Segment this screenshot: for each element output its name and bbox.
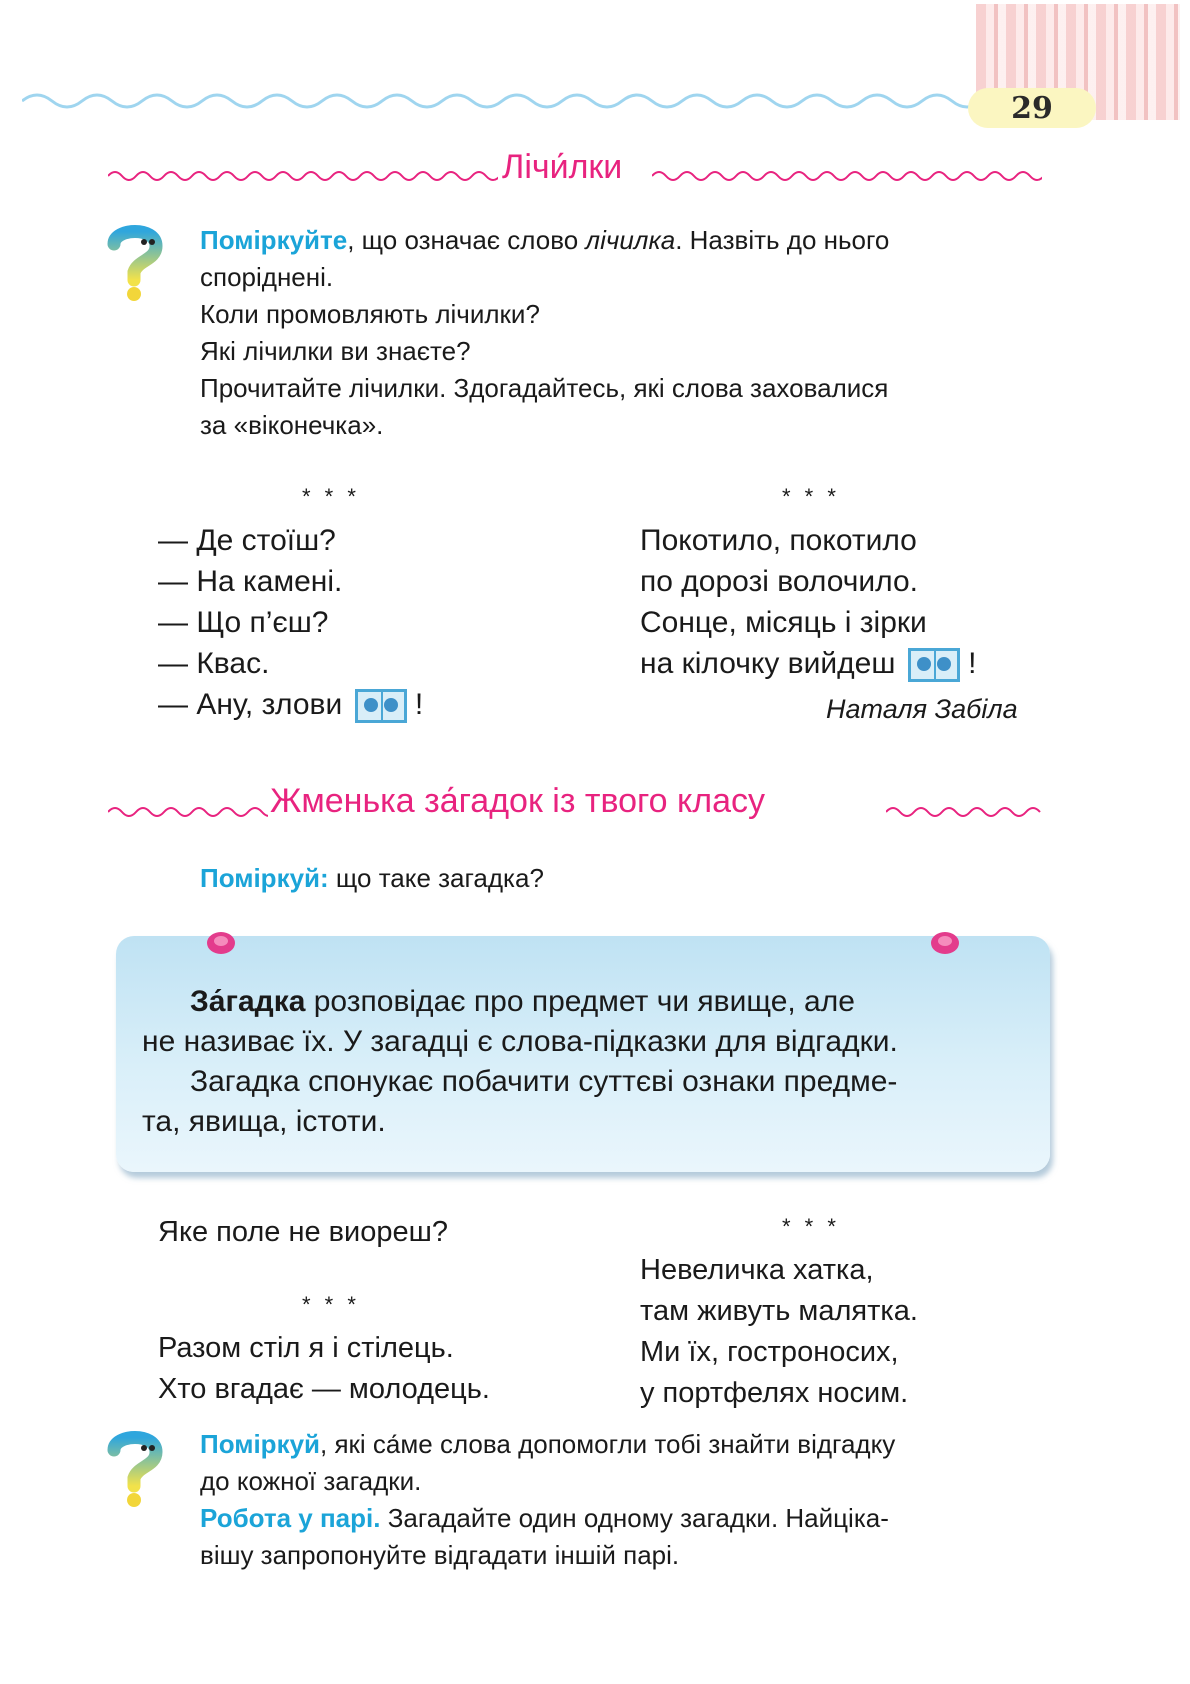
page-number: 29 [968, 88, 1096, 128]
task-line-1 [200, 1426, 1050, 1463]
question-text: , що означає слово [347, 225, 586, 255]
question-mark-icon [104, 1428, 166, 1508]
question-mark-icon [104, 222, 166, 302]
poem-right-line: на кілочку вийдеш [640, 647, 896, 680]
question-line-3: Коли промовляють лічилки? [200, 299, 540, 329]
riddle-2-stars: * * * [302, 1292, 360, 1317]
definition-line-3: Загадка спонукає побачити суттєві ознаки предме- [190, 1065, 898, 1098]
pin-flower-icon [930, 930, 960, 956]
poem-right-line: Покотило, покотило [640, 524, 917, 557]
question-line-4: Які лічилки ви знаєте? [200, 336, 471, 366]
poem-right [640, 520, 976, 684]
riddle-3-line: у портфелях носим. [640, 1377, 909, 1409]
poem-left-line-last [158, 684, 423, 725]
riddle-3-line: там живуть малятка. [640, 1295, 918, 1327]
riddle-3 [640, 1250, 918, 1414]
poem-right-stars: * * * [782, 484, 840, 509]
section-title-counting-rhymes: Лічи́лки [502, 148, 623, 186]
poem-right-line-last [640, 643, 976, 684]
definition-line-1 [142, 982, 1022, 1022]
riddle-1: Яке поле не виореш? [158, 1216, 449, 1248]
poem-left-line: — Квас. [158, 647, 270, 680]
task-lead-think: Поміркуй [200, 1429, 321, 1459]
window-icon [908, 648, 960, 682]
exclamation-mark: ! [414, 688, 424, 721]
poem-left-line: — Де стоїш? [158, 524, 336, 557]
question-word: лічилка [585, 225, 676, 255]
task-line-2: до кожної загадки. [200, 1466, 422, 1496]
task-lead-pairs: Робота у парі. [200, 1503, 381, 1533]
riddle-3-stars: * * * [782, 1214, 840, 1239]
riddle-2-line: Хто вгадає — молодець. [158, 1373, 490, 1405]
title-wave-right [652, 164, 1042, 188]
riddle-2 [158, 1328, 490, 1410]
poem-author: Наталя Забіла [826, 694, 1018, 724]
question-line-6: за «віконечка». [200, 410, 384, 440]
riddle-prompt [200, 860, 544, 897]
definition-text [142, 982, 1022, 1142]
section-title-riddles: Жменька за́гадок із твого класу [270, 782, 766, 820]
top-wave-line [22, 86, 982, 116]
task-line-3 [200, 1500, 1050, 1537]
poem-left-stars: * * * [302, 484, 360, 509]
window-icon [355, 689, 407, 723]
question-block [200, 222, 1050, 444]
prompt-text: що таке загадка? [328, 863, 544, 893]
poem-right-line: по дорозі волочило. [640, 565, 918, 598]
poem-left-line: — На камені. [158, 565, 343, 598]
poem-left-line: — Що п’єш? [158, 606, 329, 639]
question-lead: Поміркуйте [200, 225, 348, 255]
title-wave-left [108, 800, 268, 824]
poem-left [158, 520, 423, 725]
task-line-4: вішу запропонуйте відгадати іншій парі. [200, 1540, 680, 1570]
task-block [200, 1426, 1050, 1574]
title-wave-right [886, 800, 1044, 824]
riddle-3-line: Ми їх, гостроносих, [640, 1336, 899, 1368]
definition-line-4: та, явища, істоти. [142, 1105, 386, 1138]
poem-left-line: — Ану, злови [158, 688, 343, 721]
prompt-lead: Поміркуй: [200, 863, 329, 893]
poem-right-line: Сонце, місяць і зірки [640, 606, 927, 639]
question-text-end: . Назвіть до нього [675, 225, 890, 255]
question-line-2: споріднені. [200, 262, 334, 292]
definition-line-2: не називає їх. У загадці є слова-підказки для відгадки. [142, 1025, 898, 1058]
definition-text-rest: розповідає про предмет чи явище, але [305, 985, 855, 1018]
riddle-3-line: Невеличка хатка, [640, 1254, 874, 1286]
exclamation-mark: ! [968, 647, 977, 680]
riddle-2-line: Разом стіл я і стілець. [158, 1332, 454, 1364]
question-line-1 [200, 222, 1050, 259]
title-wave-left [108, 164, 498, 188]
task-text: , які са́ме слова допомогли тобі знайти відгадку [320, 1429, 896, 1459]
pin-flower-icon [206, 930, 236, 956]
question-line-5: Прочитайте лічилки. Здогадайтесь, які слова заховалися [200, 373, 889, 403]
task-text: Загадайте один одному загадки. Найціка- [380, 1503, 889, 1533]
definition-term: За́гадка [190, 985, 306, 1018]
